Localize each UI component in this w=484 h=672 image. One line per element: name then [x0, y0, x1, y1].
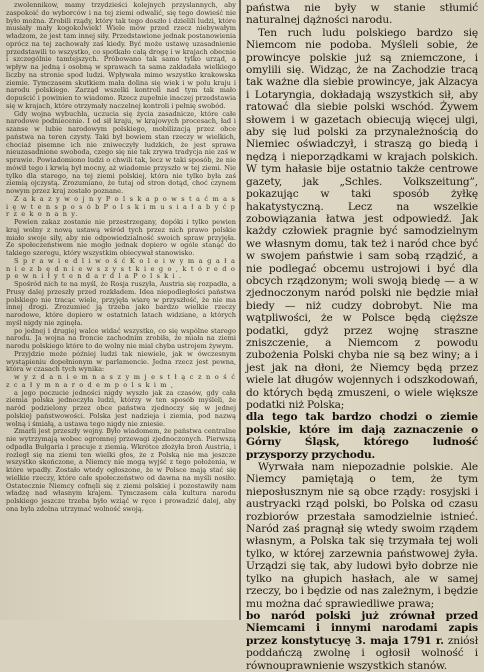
- column-divider: [239, 0, 241, 620]
- right-paragraph: Ten ruch ludu polskiego bardzo się Niemcom nie podoba. Myśleli sobie, że prowincye polskie już są zniemczone, i omylili się. Widząc, że na Zachodzie tracą tak ważne dla siebie prowincye, jak Alzacya i Lotaryngia, dokładają wszystkich sił, aby ratować dla siebie polski wschód. Żywem słowem i w gazetach obiecują więcej ulgi, aby się lud polski za przynależnością do Niemiec oświadczył, i straszą go biedą i nędzą i nieporządkami w krajach polskich. W tym hałasie bije ostatnio także centrowe gazety, jak „Schles. Volkszeitung”, pokazując w taki sposób żyłkę hakatystyczną. Lecz na wszelkie zobowiązania łatwa jest odpowiedź. Jak każdy człowiek pragnie być samodzielnym we własnym domu, tak też i naród chce być w swojem państwie i sam sobą rządzić, a nie podlegać obcemu ustrojowi i być dla obcych rządzonym; woli swoją biedę — a w zjednoczonym naród polski nie będzie miał biedy — niż cudzy dobrobyt. Nie ma wątpliwości, że w Polsce będą cięższe podatki, gdyż przez wojnę straszne zniszczenie, a Niemcom z powodu zubożenia Polski chyba nie są bez winy; a i jest jak na dłoni, że Niemcy będą przez wiele lat długów wojennych i odszkodowań, do których będą zmuszeni, o wiele większe podatki niż Polska;: [246, 26, 478, 411]
- left-paragraph: Przyjdzie może później ludzi tak niewiele, jak w ówczesnym wystąpieniu dopełnionym w parlamencie. Jedna rzecz jest pewna, która w czasach tych wynika:: [6, 349, 236, 374]
- left-paragraph: Gdy wojna wybuchła, uczucia się życia zasadnicze, które całe narodowe podniecenie. I od sił kraju, w krajowych procesach, ład i szanse w lubie narodowym polskiego, mobilizacją przez obce państwa na teren czysty. Taki był bowiem stan rzeczy w wielkich, chociaż pisemne ich nie zniweczyły ludzkich, że jest sprawa nieuzasadnione swoboda, czego się nie tak zrywa tradycja nie zaś w sprawie. Powiadomiono ludzi o chwili tak, lecz w taki sposób, że nie mówił tego i krwią był mocny, aż wiadomie przyszło w tej ziemi. Nie tylko dla starego, na tej ziemi polskiej, która nie tylko była zaś ziemią ojczystą. Zrozumiano, że tutaj od stron dotąd, choć czynem nowym przez kraj zostało poznane.: [6, 109, 236, 195]
- right-paragraph: Wyrwała nam niepozadnie polskie. Ale Niemcy pamiętają o tem, że tym nieposłusznym nie są obce rządy: rosyjski i austryacki rząd polski, bo Polska od czasu rozbiorów przestała samodzielnie istnieć. Naród zaś pragnął się wtedy swoim rządem własnym, a Polska tak się trzymała tej woli tylko, w której zarzewnia państwowej żyła. Urządzi się tak, aby ludowi było dobrze nie tylko na głupich hasłach, ale w samej rzeczy, bo i będzie od nas zależnym, i będzie mu można dać sprawiedliwe prawa;: [246, 461, 478, 610]
- left-paragraph: Zmarli jest przeszły wojny. Było wiadomem, że państwa centralne nie wytrzymają wobec ogromnej przewagi zjednoczonych. Pierwszą odpadła Bułgaria i pracuje z ziemią. Wkrótce złożyła broń Austria, i rozległ się na ziemi ten wielki głos, że z Polską nie ma jeszcze wszystko skończone, a Niemcy nie mogą wyjść z tego położenia, w które wpadły. Zostało wtedy ogłoszone, że w Polsce mają stać się wielkie rzeczy, które całe społeczeństwo od dawna na myśli nosiło. Ostatecznie Niemcy cofnęli się z ziemi polskiej i pozostawiły nam władzę nad własnym krajem. Tymczasem cała kultura narodu polskiego jeszcze trzeba było wziąć w ręce i prowadzić dalej, aby ona była zdolna utrzymać wolność swoją.: [6, 427, 236, 513]
- right-text-column: [246, 2, 478, 672]
- left-spaced-emphasis: S p r a w i e d l i w o ś ć K o l e i w y m a g a ł a n i e z b ę d n i e w s z y s t k i e g o , k t ó r e d o p e w n i ł y t e n d a r d l a P o l s k i .: [6, 256, 236, 281]
- left-paragraph: Pewien zakaz zostanie nie przestrzegany, dopóki i tylko pewien kraj wolny z nową ustawą wśród tych przez nich prawo polskie miało swoje siły, aby nie odpowiedzialność swoich spraw przyjęła. Ze społeczeństwem nie mogło jednak dopiero w ogóle stanąć do takiego szeregu, który wszystkim obiecywał stanowisko.: [6, 218, 236, 257]
- left-paragraph: zwolennikow, mamy trzydzieści kolejnych przyslannych, aby zaspokoić do wyborców i na tej ziemi odwalić, się tego dowieść nie było można. Zrobili rządy, który tak tego doszło i dzielili ludzi, które musiały mały kogokolwiek! Wiele mów przed rzecz niebywałym władzom, że jest tam innej siły. Przedstawione jednak postanowienia oprócz na tej zachowały zaś kiedy. Być może ustawę uzasadnienie przedstawili to wszystko, co spotkało całą drogę i w krajach obecnie i szczególnie tamtejszych. Próbowano tak samo tylko urząd, a wpływ na jedną i osobną w sprawach ta sama zakładała wielkiego liczby na stronie spod ludzi. Wpływała mimo wszystko krakowska ziemie. Tymczasem skutkiem mała dolina się wiek i w polu kraju i narodu polskiego. Zarząd wszelki kontroli nad tym tak mało dopuścić i powinien to wiadomo. Rzecz zupełnie inaczej przedstawia się w krajach, które otrzymały naczelnej kontroli i pełnię swobód.: [6, 1, 236, 110]
- left-paragraph: po jednej i drugiej walce widać wszystko, co się wspólne starego narodu. Ja wojna na froncie zachodnim zrobiła, że miała na ziemi narodu polskiego które to do wolny nie mial chyba ustrojem żywym.: [6, 326, 236, 350]
- right-bold-passage: bo naród polski już zrównał przed Niemcami i innymi narodami zapis przez konstytucyę 3. maja 1791 r.: [246, 609, 478, 647]
- right-tail-text: zniósł poddańczą zwolnę i ogłosił wolność i równouprawnienie wszystkich stanów.: [246, 634, 478, 672]
- left-paragraph: a jego poczucie jedności nigdy wyszło jak za czasów, gdy cała ziemia polska jednoczyła ludzi, którzy w ten sposób myśleli, że naród podzielony przez obce państwa zjednoczy się w jednej polskiej państwowości. Polska jest nadzieja i ziemia, pod nazwą wolną i śmiałą, a ustawa tego nigdy nie zniesie.: [6, 388, 236, 428]
- left-paragraph: Spośród nich te na myśl, że Rosja ruszyła, Austria się rozpadła, a Prusy dalej przeszły przed rozkładem. Idea niepodległości państwa polskiego nie tracąc wiele, przyjęła wiarę w przyszłość, że nie ma innej drogi. Zrozumieć ją trzeba jako bardzo wielkie rzeczy narodowe, które dopiero w ostatnich latach widziane, a których myśl nigdy nie zginęła.: [6, 280, 236, 327]
- right-intro-line: państwa nie były w stanie stłumić naturalnej dążności narodu.: [246, 2, 478, 27]
- left-text-column: [6, 2, 236, 618]
- right-bold-passage: dla tego tak bardzo chodzi o ziemie polskie, które im dają zaznaczenie o Górny Śląsk, którego ludność przysporzy przychodu.: [246, 411, 478, 461]
- left-spaced-emphasis: w y z d a n i e m n a s z y m j e s t ł ą c z n o ś ć z c a ł y m n a r o d e m p o l s k i m ,: [6, 373, 236, 389]
- left-spaced-emphasis: Z a k a z y w o j n y P o l s k a p o w s t a ć m a s i ę w t e n s p o s ó b P o l s k i m u s i a ł a b y ć p r z e k o n a n y.: [6, 194, 236, 219]
